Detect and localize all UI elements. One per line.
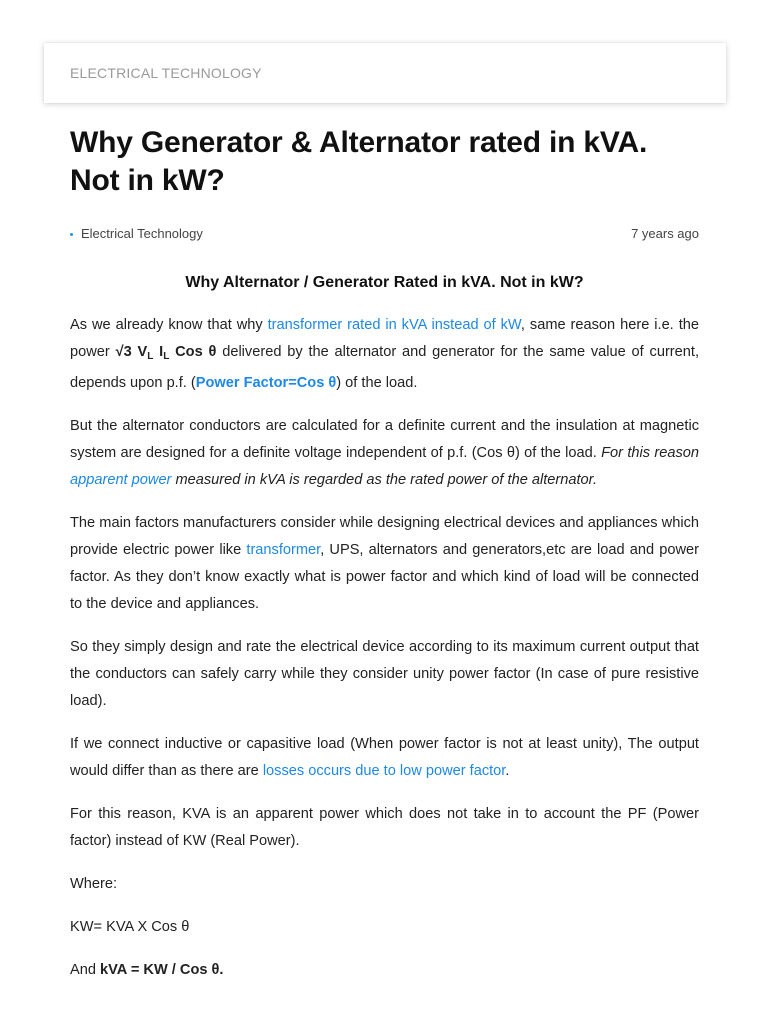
transformer-link[interactable]: transformer xyxy=(246,542,321,558)
paragraph-text: ) of the load. xyxy=(336,375,418,391)
formula-subscript: L xyxy=(163,351,170,362)
paragraph-2 xyxy=(70,413,699,494)
paragraph-italic-text: For this reason xyxy=(601,445,699,461)
paragraph-9 xyxy=(70,957,699,984)
author-block xyxy=(70,226,203,241)
paragraph-text: , UPS, alternators and generators,etc are load and power factor. As they don’t know exactly what is power factor and which kind of load will be connected to the device and appliances. xyxy=(70,542,699,612)
paragraph-7: Where: xyxy=(70,876,118,892)
paragraph-8: KW= KVA X Cos θ xyxy=(70,919,190,935)
kva-formula: kVA = KW / Cos θ. xyxy=(100,962,224,978)
paragraph-italic-text: measured in kVA is regarded as the rated power of the alternator. xyxy=(171,472,598,488)
article-subheading: Why Alternator / Generator Rated in kVA. Not in kW? xyxy=(185,274,584,291)
apparent-power-link[interactable]: apparent power xyxy=(70,472,172,488)
paragraph-3 xyxy=(70,510,699,618)
site-title-link[interactable]: ELECTRICAL TECHNOLOGY xyxy=(70,65,262,81)
low-power-factor-losses-link[interactable]: losses occurs due to low power factor xyxy=(262,763,506,779)
paragraph-text: The main factors manufacturers consider while designing electrical devices and appliances which provide electric power like xyxy=(70,515,699,558)
author-bullet-icon xyxy=(70,233,73,236)
formula-part: √3 V xyxy=(115,344,148,360)
site-header xyxy=(44,43,726,103)
power-factor-link[interactable]: Power Factor=Cos θ xyxy=(195,375,337,391)
formula-subscript: L xyxy=(147,351,154,362)
paragraph-text: If we connect inductive or capasitive load (When power factor is not at least unity), The output would differ than as there are xyxy=(70,736,699,779)
article xyxy=(70,124,699,984)
transformer-kva-link[interactable]: transformer rated in kVA instead of kW xyxy=(267,317,521,333)
paragraph-text: , same reason here i.e. the power xyxy=(70,317,699,360)
paragraph-text: But the alternator conductors are calculated for a definite current and the insulation at magnetic system are designed for a definite voltage independent of p.f. (Cos θ) of the load. xyxy=(70,418,699,461)
paragraph-4: So they simply design and rate the electrical device according to its maximum current output that the conductors can safely carry while they consider unity power factor (In case of pure resistive load). xyxy=(70,639,699,709)
paragraph-text: As we already know that why xyxy=(70,317,268,333)
published-time: 7 years ago xyxy=(631,225,699,241)
paragraph-text: And xyxy=(70,962,101,978)
article-meta xyxy=(70,224,699,242)
paragraph-1 xyxy=(70,312,699,397)
paragraph-text: delivered by the alternator and generator for the same value of current, depends upon p.f. ( xyxy=(70,344,700,391)
power-formula xyxy=(116,344,217,360)
author-link[interactable]: Electrical Technology xyxy=(81,225,203,241)
formula-part: Cos θ xyxy=(169,344,217,360)
article-title: Why Generator & Alternator rated in kVA. Not in kW? xyxy=(70,126,648,197)
paragraph-text: . xyxy=(505,763,510,779)
formula-part: I xyxy=(153,344,164,360)
paragraph-5 xyxy=(70,731,699,785)
paragraph-6: For this reason, KVA is an apparent power which does not take in to account the PF (Power factor) instead of KW (Real Power). xyxy=(70,806,699,849)
